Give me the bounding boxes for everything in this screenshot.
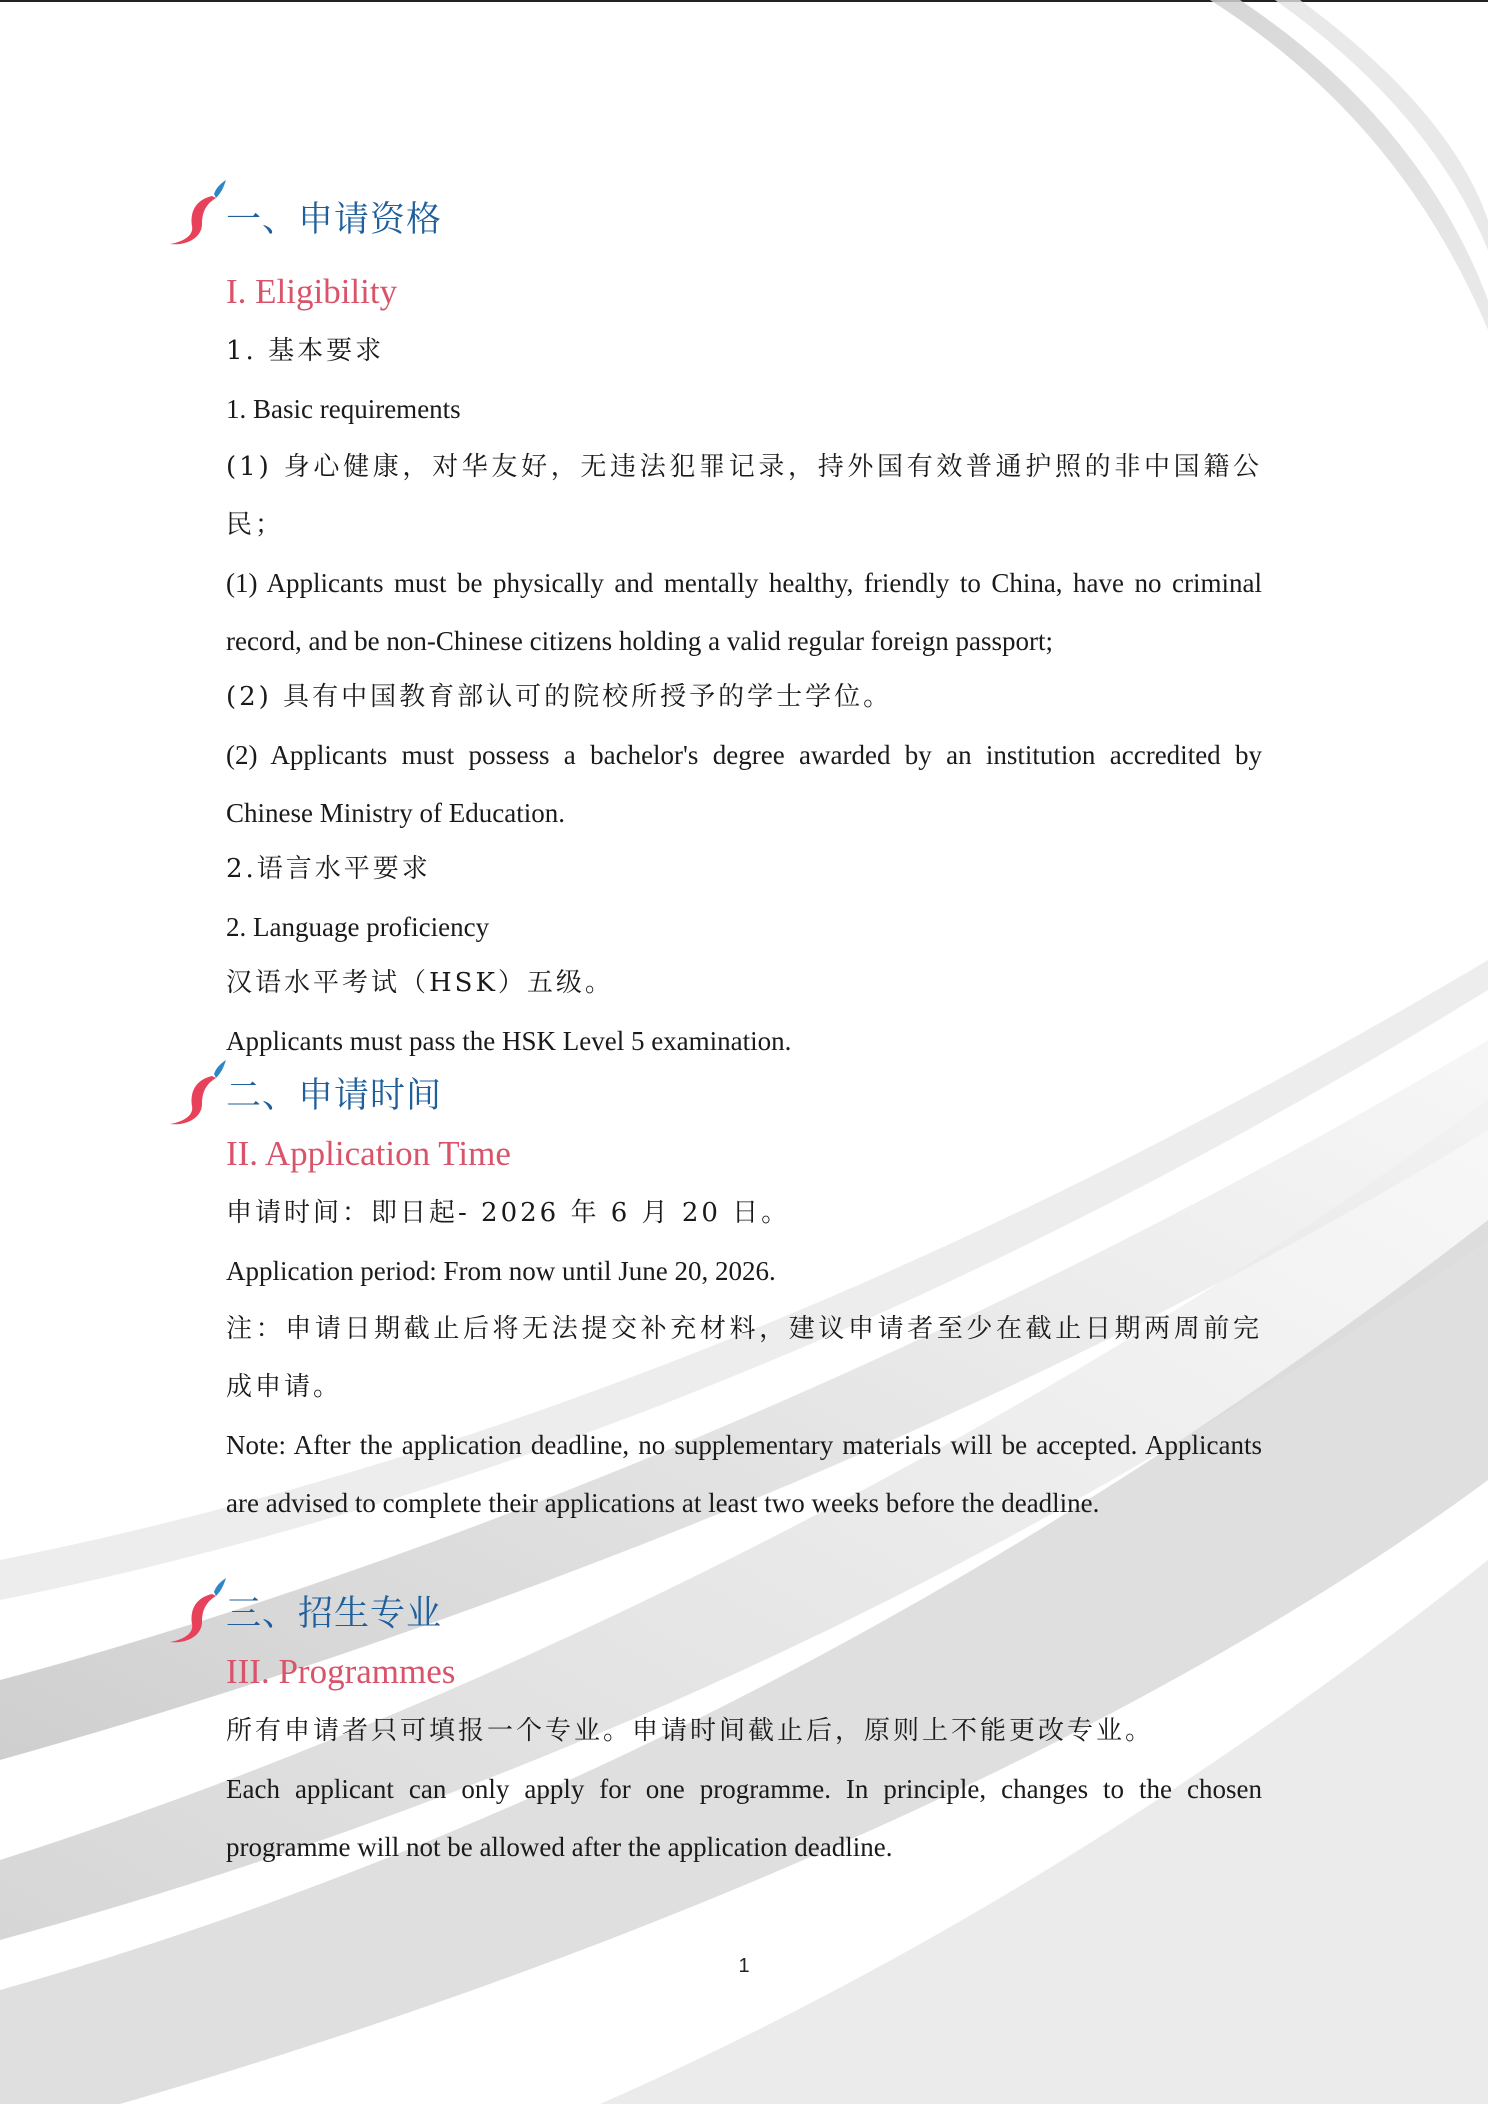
deadline-note-zh: 注：申请日期截止后将无法提交补充材料，建议申请者至少在截止日期两周前完成申请。 — [226, 1314, 1262, 1402]
page-number: 1 — [738, 1955, 750, 1977]
programme-rule-en: Each applicant can only apply for one programme. In principle, changes to the chosen programme will not be allowed after the application deadline. — [226, 1774, 1262, 1862]
application-period-zh: 申请时间：即日起- 2026 年 6 月 20 日。 — [226, 1198, 791, 1228]
section-heading-zh: 二、申请时间 — [226, 1076, 443, 1116]
subheading-language-en: 2. Language proficiency — [226, 912, 490, 942]
subheading-basic-zh: 1. 基本要求 — [226, 336, 385, 366]
brand-swoosh-icon — [168, 178, 230, 248]
brand-swoosh-icon — [168, 1058, 230, 1128]
deadline-note-en: Note: After the application deadline, no supplementary materials will be accepted. Applicants are advised to complete their applications at least two weeks before the deadline. — [226, 1430, 1262, 1518]
requirement-2-zh: (2) 具有中国教育部认可的院校所授予的学士学位。 — [226, 682, 893, 712]
application-period-en: Application period: From now until June 20, 2026. — [226, 1256, 776, 1286]
hsk-requirement-zh: 汉语水平考试（HSK）五级。 — [226, 968, 614, 998]
programme-rule-zh: 所有申请者只可填报一个专业。申请时间截止后，原则上不能更改专业。 — [226, 1716, 1155, 1746]
section-heading-en: I. Eligibility — [226, 272, 398, 311]
subheading-basic-en: 1. Basic requirements — [226, 394, 461, 424]
section-heading-en: II. Application Time — [226, 1134, 511, 1173]
section-heading-en: III. Programmes — [226, 1652, 456, 1691]
section-heading-zh: 一、申请资格 — [226, 200, 443, 240]
requirement-1-zh: (1) 身心健康，对华友好，无违法犯罪记录，持外国有效普通护照的非中国籍公民； — [226, 452, 1262, 540]
hsk-requirement-en: Applicants must pass the HSK Level 5 examination. — [226, 1026, 792, 1056]
brand-swoosh-icon — [168, 1576, 230, 1646]
subheading-language-zh: 2.语言水平要求 — [226, 854, 431, 884]
requirement-1-en: (1) Applicants must be physically and mentally healthy, friendly to China, have no criminal record, and be non-Chinese citizens holding a valid regular foreign passport; — [226, 568, 1262, 656]
section-heading-zh: 三、招生专业 — [226, 1594, 443, 1634]
requirement-2-en: (2) Applicants must possess a bachelor's degree awarded by an institution accredited by Chinese Ministry of Education. — [226, 740, 1262, 828]
